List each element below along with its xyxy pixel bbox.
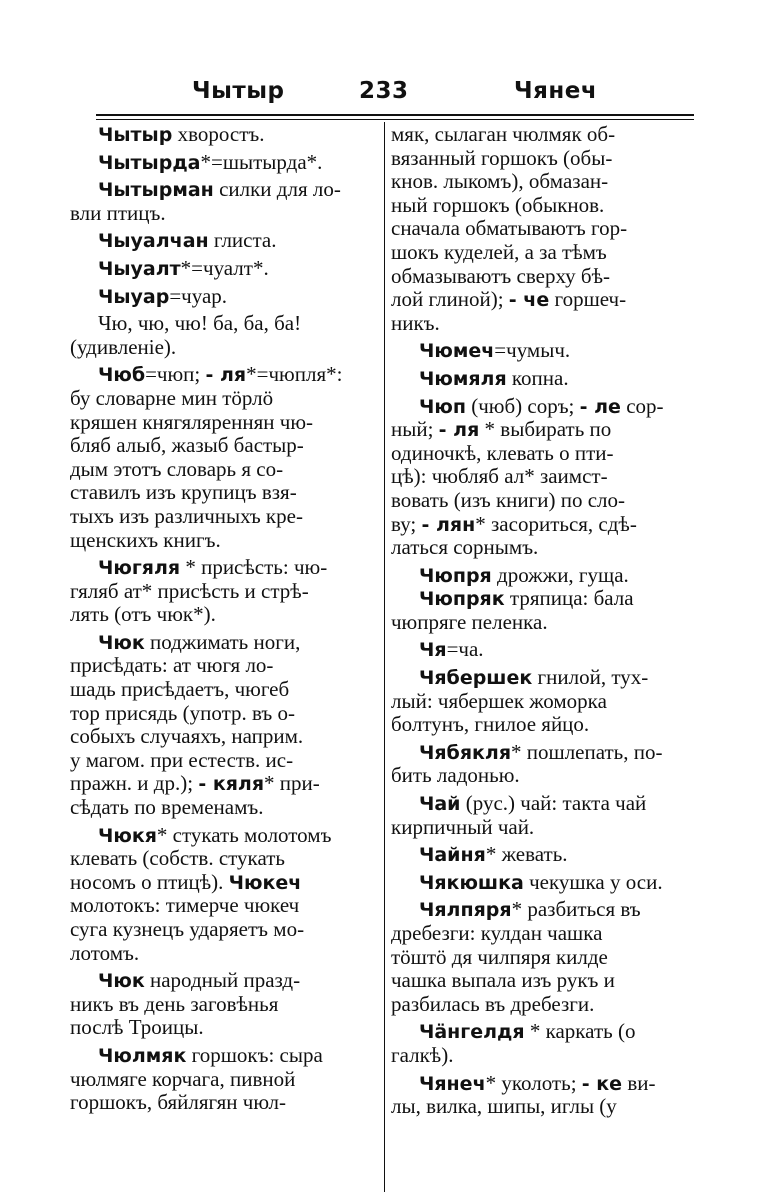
headword: Чытырда bbox=[98, 151, 201, 174]
definition-text: сор- bbox=[620, 393, 664, 418]
definition-text: тряпица: бала bbox=[504, 586, 634, 611]
definition-text: *=шытырда*. bbox=[200, 149, 323, 174]
text-line bbox=[391, 442, 694, 466]
text-line bbox=[391, 312, 694, 336]
definition-text: Чю, чю, чю! ба, ба, ба! bbox=[98, 311, 302, 336]
text-line bbox=[391, 713, 694, 737]
definition-text: =чумыч. bbox=[494, 338, 571, 363]
definition-text: шокъ куделей, а за тѣмъ bbox=[391, 239, 607, 264]
definition-text: =ча. bbox=[446, 637, 484, 662]
text-line bbox=[391, 217, 694, 241]
definition-text: ный горшокъ (обыкнов. bbox=[391, 192, 605, 217]
definition-text: чюлмяге корчага, пивной bbox=[70, 1066, 296, 1091]
definition-text: * жевать. bbox=[485, 842, 568, 867]
definition-text: дребезги: кулдан чашка bbox=[391, 921, 603, 945]
text-line bbox=[70, 363, 376, 387]
headword: Чыуар bbox=[98, 285, 170, 308]
text-line bbox=[70, 285, 376, 309]
definition-text: бу словарне мин тöрлö bbox=[70, 385, 274, 410]
text-line bbox=[70, 824, 376, 848]
definition-text: чекушка у оси. bbox=[523, 869, 663, 894]
text-line bbox=[70, 796, 376, 820]
definition-text: бляб алыб, жазыб бастыр- bbox=[70, 433, 304, 458]
text-line bbox=[391, 170, 694, 194]
text-line bbox=[70, 505, 376, 529]
text-line bbox=[391, 587, 694, 611]
definition-text: тыхъ изъ различныхъ кре- bbox=[70, 503, 303, 528]
text-line bbox=[70, 202, 376, 226]
headword: Чюлмяк bbox=[98, 1044, 187, 1067]
text-line bbox=[391, 1095, 694, 1119]
definition-text: поджимать ноги, bbox=[144, 629, 301, 654]
definition-text: =чуар. bbox=[169, 283, 228, 308]
definition-text: * при- bbox=[264, 771, 320, 796]
headword: Чайня bbox=[419, 844, 486, 867]
text-line bbox=[391, 946, 694, 970]
definition-text: * разбиться въ bbox=[511, 897, 641, 922]
headword: Чытыр bbox=[98, 124, 173, 146]
definition-text: копна. bbox=[506, 365, 569, 390]
definition-text: горшокъ, бяйлягян чюл- bbox=[70, 1090, 286, 1115]
text-line bbox=[70, 603, 376, 627]
text-line bbox=[70, 918, 376, 942]
text-line bbox=[391, 418, 694, 442]
headword: Чюк bbox=[98, 631, 145, 654]
text-line bbox=[70, 580, 376, 604]
text-line bbox=[391, 536, 694, 560]
definition-text: разбилась въ дребезги. bbox=[391, 991, 595, 1016]
text-line bbox=[70, 725, 376, 749]
definition-text: * засориться, сдѣ- bbox=[475, 511, 637, 536]
text-line bbox=[70, 1068, 376, 1092]
definition-text: сначала обматываютъ гор- bbox=[391, 216, 628, 241]
column-divider bbox=[384, 122, 385, 1192]
definition-text: лы, вилка, шипы, иглы (у bbox=[391, 1094, 617, 1119]
definition-text: чюпряге пеленка. bbox=[391, 609, 548, 634]
text-line bbox=[391, 194, 694, 218]
headword: - ке bbox=[581, 1072, 623, 1095]
definition-text: вли птицъ. bbox=[70, 200, 166, 225]
text-line bbox=[70, 847, 376, 871]
definition-text: тор присядь (употр. въ о- bbox=[70, 700, 296, 725]
definition-text: кряшен княгяляреннян чю- bbox=[70, 409, 314, 434]
page-number: 233 bbox=[359, 78, 409, 104]
definition-text: (рус.) чай: такта чай bbox=[460, 791, 647, 816]
headword: - кяля bbox=[198, 773, 265, 796]
headword: - че bbox=[508, 289, 550, 312]
headword: Чябякля bbox=[419, 741, 512, 764]
text-line bbox=[70, 702, 376, 726]
text-line bbox=[391, 288, 694, 312]
text-line bbox=[70, 411, 376, 435]
text-line bbox=[391, 465, 694, 489]
text-line bbox=[391, 741, 694, 765]
text-line bbox=[391, 816, 694, 840]
definition-text: * присѣсть: чю- bbox=[180, 555, 328, 580]
definition-text: ставилъ изъ крупицъ взя- bbox=[70, 480, 297, 505]
text-line bbox=[391, 898, 694, 922]
text-line bbox=[70, 151, 376, 175]
left-column bbox=[70, 123, 376, 1115]
definition-text: вязанный горшокъ (обы- bbox=[391, 145, 613, 170]
text-line bbox=[391, 367, 694, 391]
headword: Чыуалт bbox=[98, 257, 181, 280]
definition-text: дым этотъ словарь я со- bbox=[70, 456, 284, 481]
definition-text: щенскихъ книгъ. bbox=[70, 527, 221, 552]
definition-text: кирпичный чай. bbox=[391, 814, 535, 839]
text-line bbox=[70, 123, 376, 147]
definition-text: глиста. bbox=[208, 228, 277, 253]
definition-text: мяк, сылаган чюлмяк об- bbox=[391, 122, 616, 146]
definition-text: * пошлепать, по- bbox=[511, 739, 663, 764]
definition-text: сѣдать по временамъ. bbox=[70, 795, 264, 820]
headword: Чякюшка bbox=[419, 871, 524, 894]
text-line bbox=[70, 654, 376, 678]
text-line bbox=[70, 1044, 376, 1068]
header-rule-thick bbox=[96, 114, 694, 116]
text-line bbox=[70, 678, 376, 702]
text-line bbox=[70, 178, 376, 202]
headword: Чюпря bbox=[419, 564, 492, 587]
definition-text: клевать (собств. стукать bbox=[70, 846, 285, 871]
headword: - ля bbox=[205, 364, 247, 387]
headword: Чäнгелдя bbox=[419, 1021, 525, 1044]
text-line bbox=[70, 631, 376, 655]
definition-text: дрожжи, гуща. bbox=[491, 562, 629, 587]
headword: Чянеч bbox=[419, 1072, 486, 1095]
headword: Чюб bbox=[98, 364, 146, 387]
text-line bbox=[391, 969, 694, 993]
definition-text: болтунъ, гнилое яйцо. bbox=[391, 712, 590, 737]
definition-text: кнов. лыкомъ), обмазан- bbox=[391, 169, 609, 194]
definition-text: одиночкѣ, клевать о пти- bbox=[391, 440, 614, 465]
definition-text: =чюп; bbox=[145, 362, 206, 387]
definition-text: * уколоть; bbox=[485, 1070, 582, 1095]
text-line bbox=[391, 1020, 694, 1044]
text-line bbox=[70, 1016, 376, 1040]
headword: Чюп bbox=[419, 395, 466, 418]
text-line bbox=[391, 1072, 694, 1096]
text-line bbox=[70, 969, 376, 993]
definition-text: лотомъ. bbox=[70, 940, 140, 965]
definition-text: лый: чябершек жоморка bbox=[391, 688, 607, 713]
right-column bbox=[391, 123, 694, 1119]
text-line bbox=[391, 611, 694, 635]
definition-text: бить ладонью. bbox=[391, 763, 520, 788]
definition-text: * выбирать по bbox=[479, 417, 612, 442]
definition-text: цѣ): чюбляб ал* заимст- bbox=[391, 464, 608, 489]
definition-text: у магом. при естеств. ис- bbox=[70, 747, 294, 772]
definition-text: * стукать молотомъ bbox=[156, 822, 332, 847]
headword: Чай bbox=[419, 793, 461, 816]
headword: Чябершек bbox=[419, 667, 533, 690]
headword: - лян bbox=[421, 513, 476, 536]
running-head-right: Чянеч bbox=[514, 78, 598, 104]
text-line bbox=[391, 993, 694, 1017]
text-line bbox=[70, 257, 376, 281]
headword: Чюмеч bbox=[419, 340, 495, 363]
text-line bbox=[391, 690, 694, 714]
definition-text: суга кузнецъ ударяетъ мо- bbox=[70, 917, 305, 941]
text-line bbox=[70, 772, 376, 796]
definition-text: ву; bbox=[391, 511, 422, 536]
text-line bbox=[391, 792, 694, 816]
headword: Чюкеч bbox=[228, 871, 302, 894]
definition-text: присѣдать: ат чюгя ло- bbox=[70, 653, 274, 678]
definition-text: ный; bbox=[391, 417, 439, 442]
headword: - ля bbox=[438, 419, 480, 442]
text-line bbox=[391, 395, 694, 419]
definition-text: лой глиной); bbox=[391, 287, 509, 312]
definition-text: послѣ Троицы. bbox=[70, 1015, 204, 1040]
definition-text: обмазываютъ сверху бѣ- bbox=[391, 263, 610, 288]
definition-text: *=чюпля*: bbox=[246, 362, 343, 387]
definition-text: шадь присѣдаетъ, чюгеб bbox=[70, 677, 290, 702]
text-line bbox=[391, 123, 694, 147]
definition-text: горшокъ: сыра bbox=[186, 1042, 323, 1067]
definition-text: молотокъ: тимерче чюкеч bbox=[70, 893, 300, 918]
text-line bbox=[70, 336, 376, 360]
definition-text: (чюб) соръ; bbox=[465, 393, 580, 418]
text-line bbox=[391, 513, 694, 537]
definition-text: горшеч- bbox=[549, 287, 627, 312]
text-line bbox=[391, 339, 694, 363]
definition-text: лять (отъ чюк*). bbox=[70, 602, 216, 627]
definition-text: гнилой, тух- bbox=[532, 665, 649, 690]
running-head-left: Чытыр bbox=[192, 78, 285, 104]
text-line bbox=[70, 312, 376, 336]
definition-text: (удивленіе). bbox=[70, 334, 177, 359]
text-line bbox=[391, 265, 694, 289]
definition-text: вовать (изъ книги) по сло- bbox=[391, 487, 626, 512]
text-line bbox=[70, 434, 376, 458]
definition-text: никъ въ день заговѣнья bbox=[70, 991, 279, 1016]
headword: Чялпяря bbox=[419, 899, 512, 922]
text-line bbox=[70, 458, 376, 482]
definition-text: хворостъ. bbox=[172, 122, 265, 146]
definition-text: гяляб ат* присѣсть и стрѣ- bbox=[70, 578, 309, 603]
definition-text: носомъ о птицѣ). bbox=[70, 869, 229, 894]
text-line bbox=[70, 387, 376, 411]
headword: - ле bbox=[579, 395, 621, 418]
headword: Чюкя bbox=[98, 824, 157, 847]
headword: Чыуалчан bbox=[98, 230, 209, 253]
text-line bbox=[70, 556, 376, 580]
text-line bbox=[391, 489, 694, 513]
text-line bbox=[70, 229, 376, 253]
text-line bbox=[70, 481, 376, 505]
text-line bbox=[70, 993, 376, 1017]
headword: Чя bbox=[419, 639, 447, 662]
headword: Чюпряк bbox=[419, 588, 505, 611]
definition-text: галкѣ). bbox=[391, 1042, 454, 1067]
text-line bbox=[70, 871, 376, 895]
text-line bbox=[70, 942, 376, 966]
definition-text: * каркать (о bbox=[524, 1019, 636, 1044]
definition-text: никъ. bbox=[391, 310, 440, 335]
definition-text: тöштö дя чилпяря килде bbox=[391, 944, 608, 969]
headword: Чюгяля bbox=[98, 557, 181, 580]
header-rule-thin bbox=[96, 119, 694, 120]
definition-text: силки для ло- bbox=[213, 177, 341, 202]
headword: Чюк bbox=[98, 970, 145, 993]
text-line bbox=[391, 843, 694, 867]
definition-text: чашка выпала изъ рукъ и bbox=[391, 968, 615, 993]
text-line bbox=[70, 749, 376, 773]
text-line bbox=[391, 638, 694, 662]
text-line bbox=[391, 241, 694, 265]
text-line bbox=[391, 666, 694, 690]
text-line bbox=[391, 871, 694, 895]
text-line bbox=[391, 147, 694, 171]
definition-text: пражн. и др.); bbox=[70, 771, 199, 796]
definition-text: ви- bbox=[622, 1070, 656, 1095]
definition-text: латься сорнымъ. bbox=[391, 535, 539, 560]
headword: Чюмяля bbox=[419, 367, 507, 390]
text-line bbox=[391, 922, 694, 946]
definition-text: народный празд- bbox=[144, 968, 301, 993]
definition-text: собыхъ случаяхъ, наприм. bbox=[70, 724, 304, 749]
text-line bbox=[70, 529, 376, 553]
text-line bbox=[70, 894, 376, 918]
definition-text: *=чуалт*. bbox=[180, 255, 269, 280]
headword: Чытырман bbox=[98, 179, 214, 202]
text-line bbox=[70, 1091, 376, 1115]
text-line bbox=[391, 764, 694, 788]
text-line bbox=[391, 1044, 694, 1068]
text-line bbox=[391, 564, 694, 588]
